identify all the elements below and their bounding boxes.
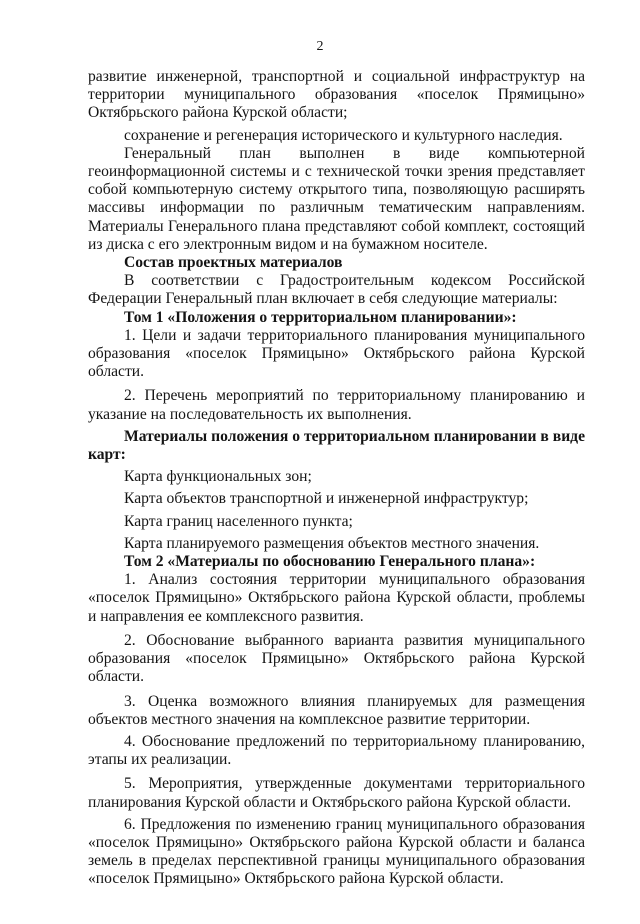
paragraph-infrastructure-goal: развитие инженерной, транспортной и социальной инфраструктур на территории муниципального образования «поселок Прямицыно» Октябрьского района Курской области; [88,68,585,122]
list-item-volume-2-border-changes: 6. Предложения по изменению границ муниципального образования «поселок Прямицыно» Октябрьского района Курской области и баланса земель в пределах перспективной границы муниципального образования «поселок Прямицыно» Октябрьского района Курской области. [88,815,585,888]
map-item-functional-zones: Карта функциональных зон; [124,468,312,486]
list-item-volume-1-measures: 2. Перечень мероприятий по территориальному планированию и указание на последовательность их выполнения. [88,387,585,423]
document-body [88,68,585,889]
list-item-volume-2-impact: 3. Оценка возможного влияния планируемых для размещения объектов местного значения на комплексное развитие территории. [88,692,585,728]
map-item-settlement-borders: Карта границ населенного пункта; [124,512,353,530]
page-number: 2 [316,39,324,54]
list-item-volume-1-goals: 1. Цели и задачи территориального планирования муниципального образования «поселок Прямицыно» Октябрьского района Курской области. [88,326,585,381]
map-item-infrastructure: Карта объектов транспортной и инженерной инфраструктур; [124,490,529,508]
map-item-local-objects: Карта планируемого размещения объектов местного значения. [124,534,540,552]
list-item-volume-2-justification: 2. Обоснование выбранного варианта развития муниципального образования «поселок Прямицыно» Октябрьского района Курской области. [88,631,585,686]
paragraph-code-reference: В соответствии с Градостроительным кодексом Российской Федерации Генеральный план включает в себя следующие материалы: [88,272,585,308]
list-item-volume-2-analysis: 1. Анализ состояния территории муниципального образования «поселок Прямицыно» Октябрьского района Курской области, проблемы и направления ее комплексного развития. [88,571,585,625]
list-item-volume-2-stages: 4. Обоснование предложений по территориальному планированию, этапы их реализации. [88,732,585,769]
list-item-volume-2-regional-measures: 5. Мероприятия, утвержденные документами территориального планирования Курской области и Октябрьского района Курской области. [88,775,585,811]
paragraph-gis-description: Генеральный план выполнен в виде компьютерной геоинформационной системы и с технической точки зрения представляет собой компьютерную систему открытого типа, позволяющую расширять массивы информации по различным тематическим направлениям. Материалы Генерального плана представляют собой комплект, состоящий из диска с его электронным видом и на бумажном носителе. [88,144,585,253]
paragraph-heritage-goal: сохранение и регенерация исторического и культурного наследия. [124,126,563,144]
heading-project-materials: Состав проектных материалов [124,254,343,272]
heading-maps: Материалы положения о территориальном планировании в виде карт: [88,427,585,464]
heading-volume-2: Том 2 «Материалы по обоснованию Генерального плана»: [124,553,536,571]
heading-volume-1: Том 1 «Положения о территориальном планировании»: [124,308,517,326]
